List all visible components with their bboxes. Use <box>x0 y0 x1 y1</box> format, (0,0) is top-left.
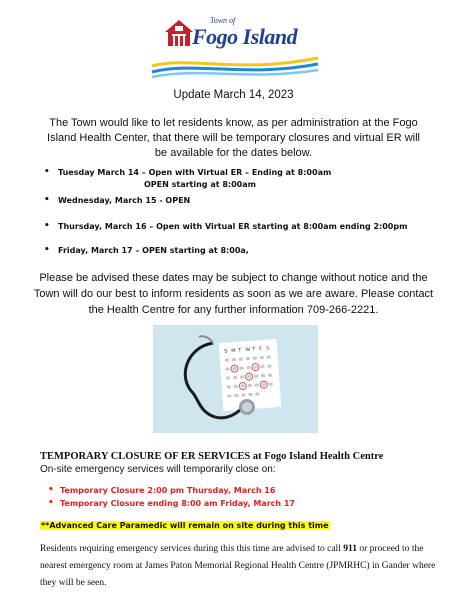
closure-item-text: Temporary Closure 2:00 pm Thursday, March 16 <box>60 486 276 495</box>
calendar-header: T <box>238 347 242 354</box>
calendar-header: S <box>224 348 228 355</box>
closure-item <box>48 498 295 512</box>
schedule-item-subline: OPEN starting at 8:00am <box>144 180 256 189</box>
paramedic-highlight: **Advanced Care Paramedic will remain on site during this time <box>41 521 329 530</box>
notice-paragraph: Please be advised these dates may be subject to change without notice and the Town will do our best to inform residents as soon as we are aware. Please contact the Health Centre for any further information 709-266-2221. <box>33 272 434 316</box>
calendar-header: F <box>259 346 263 353</box>
schedule-item <box>44 221 408 231</box>
bullet-icon: • <box>48 485 54 495</box>
calendar-header: M <box>231 347 236 355</box>
town-logo <box>150 14 320 80</box>
stethoscope-calendar-photo <box>153 325 318 433</box>
bullet-icon: • <box>44 245 50 255</box>
schedule-item <box>44 245 249 255</box>
bullet-icon: • <box>44 221 50 231</box>
schedule-item-text: Wednesday, March 15 - OPEN <box>58 196 191 205</box>
calendar-header: T <box>252 346 256 353</box>
closure-list <box>48 485 295 512</box>
house-icon <box>164 19 194 49</box>
residents-paragraph <box>40 541 445 592</box>
residents-text-before: Residents requiring emergency services during this this time are advised to call <box>40 544 344 554</box>
logo-town-of: Town of <box>210 16 236 25</box>
logo-name: Fogo Island <box>192 24 298 49</box>
closure-item <box>48 485 295 499</box>
intro-paragraph: The Town would like to let residents know, as per administration at the Fogo Island Health Center, that there will be temporary closures and virtual ER will be available for the dates below. <box>47 117 420 159</box>
bullet-icon: • <box>44 167 50 177</box>
schedule-item-text: Thursday, March 16 – Open with Virtual ER starting at 8:00am ending 2:00pm <box>58 222 408 231</box>
residents-text-after: or proceed to the nearest emergency room at James Paton Memorial Regional Health Centre (JPMRHC) in Gander where they will be seen. <box>40 544 436 588</box>
closure-item-text: Temporary Closure ending 8:00 am Friday, March 17 <box>60 499 295 508</box>
er-closure-heading: TEMPORARY CLOSURE OF ER SERVICES at Fogo Island Health Centre <box>40 451 384 462</box>
schedule-item <box>44 167 332 189</box>
schedule-item <box>44 195 191 205</box>
calendar-header: S <box>266 345 270 352</box>
bullet-icon: • <box>44 195 50 205</box>
update-title: Update March 14, 2023 <box>173 89 294 101</box>
waves-graphic <box>150 52 320 80</box>
er-closure-subheading: On-site emergency services will temporarily close on: <box>40 464 276 475</box>
emergency-number: 911 <box>343 544 357 554</box>
schedule-item-text: Friday, March 17 – OPEN starting at 8:00a, <box>58 246 249 255</box>
schedule-item-text: Tuesday March 14 – Open with Virtual ER – Ending at 8:00am <box>58 168 332 177</box>
bullet-icon: • <box>48 498 54 508</box>
calendar-header: W <box>245 346 251 354</box>
